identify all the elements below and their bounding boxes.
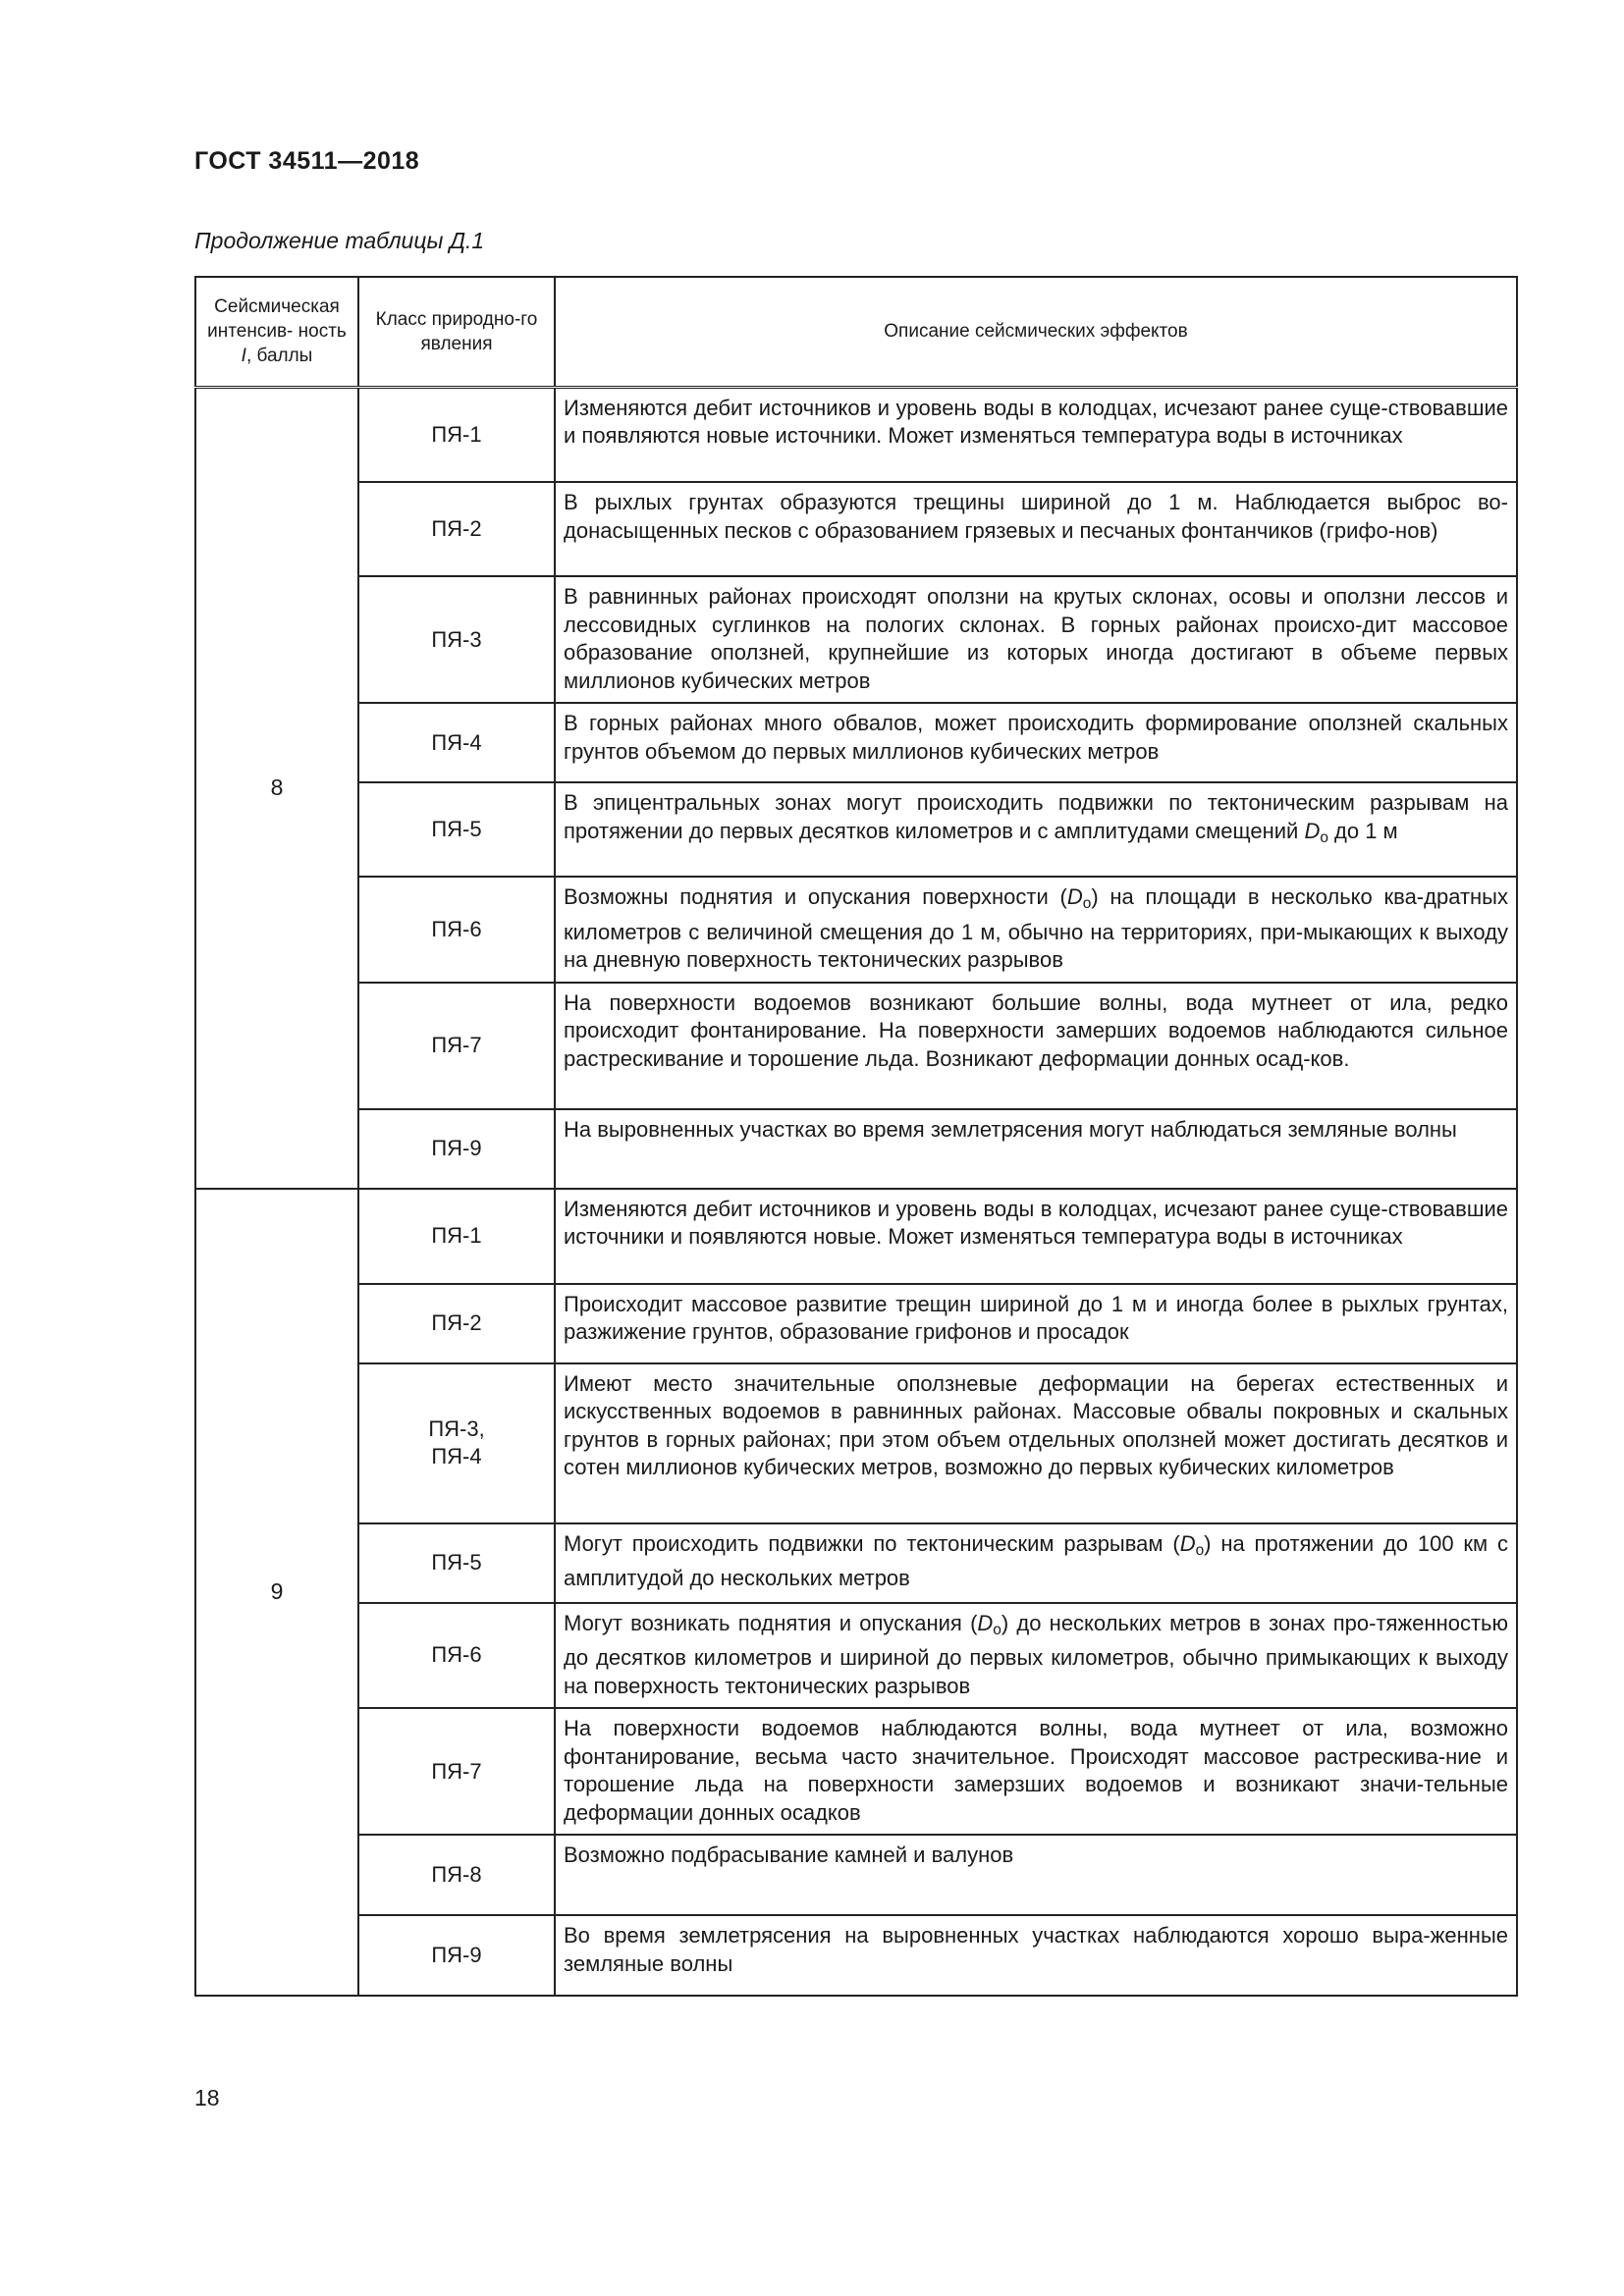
class-cell: ПЯ-3	[358, 576, 555, 703]
table-row	[195, 1363, 1517, 1523]
document-header: ГОСТ 34511—2018	[194, 147, 420, 175]
description-cell: На поверхности водоемов наблюдаются волны, вода мутнеет от ила, возможно фонтанирование, весьма часто значительное. Происходят массовое растрескива-ние и торошение льда на поверхности замерзших водоемов и возникают значи-тельные деформации донных осадков	[555, 1708, 1517, 1835]
class-cell: ПЯ-6	[358, 1603, 555, 1709]
description-cell: Возможно подбрасывание камней и валунов	[555, 1835, 1517, 1915]
table-row	[195, 1284, 1517, 1363]
displacement-subscript: о	[1320, 828, 1328, 846]
description-text: Могут возникать поднятия и опускания (	[564, 1610, 978, 1635]
table-caption: Продолжение таблицы Д.1	[194, 228, 485, 253]
description-text: ) до нескольких метров в зонах про-тяженностью до десятков километров и шириной до первых километров, обычно примыкающих к выходу на поверхность тектонических разрывов	[564, 1610, 1508, 1698]
table-row	[195, 1603, 1517, 1709]
table-row	[195, 1708, 1517, 1835]
class-cell: ПЯ-1	[358, 1189, 555, 1284]
displacement-symbol: D	[1179, 1530, 1196, 1556]
class-cell: ПЯ-9	[358, 1109, 555, 1189]
description-cell	[555, 1603, 1517, 1709]
description-cell: На выровненных участках во время землетрясения могут наблюдаться земляные волны	[555, 1109, 1517, 1189]
class-cell: ПЯ-1	[358, 387, 555, 482]
header-intensity-line1: Сейсмическая интенсив-	[207, 296, 340, 343]
table-row	[195, 1109, 1517, 1189]
description-text: В эпицентральных зонах могут происходить подвижки по тектоническим разрывам на протяжении до первых десятков километров и с амплитудами смещений	[564, 790, 1508, 843]
class-cell: ПЯ-6	[358, 877, 555, 983]
table-row	[195, 1915, 1517, 1996]
page-number: 18	[194, 2085, 220, 2110]
displacement-symbol: D	[1304, 818, 1321, 843]
description-text: Могут происходить подвижки по тектоническим разрывам (	[564, 1530, 1180, 1556]
displacement-symbol: D	[1066, 884, 1083, 909]
header-intensity-line3: , баллы	[245, 346, 313, 367]
table-row	[195, 983, 1517, 1109]
description-cell: Изменяются дебит источников и уровень воды в колодцах, исчезают ранее суще-ствовавшие источники и появляются новые. Может изменяться температура воды в источниках	[555, 1189, 1517, 1284]
class-cell: ПЯ-8	[358, 1835, 555, 1915]
description-cell: Происходит массовое развитие трещин шириной до 1 м и иногда более в рыхлых грунтах, разжижение грунтов, образование грифонов и просадок	[555, 1284, 1517, 1363]
class-cell: ПЯ-9	[358, 1915, 555, 1996]
class-cell: ПЯ-2	[358, 1284, 555, 1363]
description-text: ) на площади в несколько ква-дратных километров с величиной смещения до 1 м, обычно на территориях, при-мыкающих к выходу на дневную поверхность тектонических разрывов	[564, 884, 1508, 972]
header-class: Класс природно-го явления	[358, 277, 555, 387]
table-row	[195, 782, 1517, 877]
description-cell	[555, 877, 1517, 983]
intensity-cell: 9	[195, 1189, 358, 1997]
table-row	[195, 482, 1517, 576]
table-header-row	[195, 277, 1517, 387]
table-row	[195, 1835, 1517, 1915]
description-text: Возможны поднятия и опускания поверхности (	[564, 884, 1067, 909]
class-cell: ПЯ-5	[358, 782, 555, 877]
class-cell: ПЯ-7	[358, 1708, 555, 1835]
header-intensity-line2: ность	[298, 321, 347, 343]
description-cell: В горных районах много обвалов, может происходить формирование оползней скальных грунтов объемом до первых миллионов кубических метров	[555, 703, 1517, 782]
table-row	[195, 877, 1517, 983]
class-cell: ПЯ-4	[358, 703, 555, 782]
table-row	[195, 703, 1517, 782]
intensity-cell: 8	[195, 387, 358, 1189]
class-cell: ПЯ-3, ПЯ-4	[358, 1363, 555, 1523]
description-cell: Во время землетрясения на выровненных участках наблюдаются хорошо выра-женные земляные волны	[555, 1915, 1517, 1996]
table-row	[195, 1523, 1517, 1603]
displacement-subscript: о	[1082, 895, 1092, 912]
description-cell: Изменяются дебит источников и уровень воды в колодцах, исчезают ранее суще-ствовавшие и появляются новые источники. Может изменяться температура воды в источниках	[555, 387, 1517, 482]
displacement-subscript: о	[993, 1621, 1001, 1638]
table-row	[195, 576, 1517, 703]
class-cell: ПЯ-5	[358, 1523, 555, 1603]
description-cell	[555, 782, 1517, 877]
description-text: ) на протяжении до 100 км с амплитудой до нескольких метров	[564, 1530, 1508, 1590]
description-text: до 1 м	[1327, 818, 1398, 843]
seismic-effects-table	[194, 276, 1518, 1997]
header-intensity	[195, 277, 358, 387]
class-cell: ПЯ-2	[358, 482, 555, 576]
description-cell: В рыхлых грунтах образуются трещины шириной до 1 м. Наблюдается выброс во-донасыщенных песков с образованием грязевых и песчаных фонтанчиков (грифо-нов)	[555, 482, 1517, 576]
header-intensity-symbol: I	[241, 346, 246, 367]
table-row	[195, 1189, 1517, 1284]
displacement-subscript: о	[1195, 1541, 1205, 1559]
header-description: Описание сейсмических эффектов	[555, 277, 1517, 387]
table-row	[195, 387, 1517, 482]
description-cell: Имеют место значительные оползневые деформации на берегах естественных и искусственных водоемов в равнинных районах. Массовые обвалы покровных и скальных грунтов в горных районах; при этом объем отдельных оползней может достигать десятков и сотен миллионов кубических метров, возможно до первых кубических километров	[555, 1363, 1517, 1523]
description-cell: На поверхности водоемов возникают большие волны, вода мутнеет от ила, редко происходит фонтанирование. На поверхности замерших водоемов наблюдаются сильное растрескивание и торошение льда. Возникают деформации донных осад-ков.	[555, 983, 1517, 1109]
description-cell: В равнинных районах происходят оползни на крутых склонах, осовы и оползни лессов и лессовидных суглинков на пологих склонах. В горных районах происхо-дит массовое образование оползней, крупнейшие из которых иногда достигают в объеме первых миллионов кубических метров	[555, 576, 1517, 703]
class-cell: ПЯ-7	[358, 983, 555, 1109]
displacement-symbol: D	[977, 1610, 994, 1635]
description-cell	[555, 1523, 1517, 1603]
